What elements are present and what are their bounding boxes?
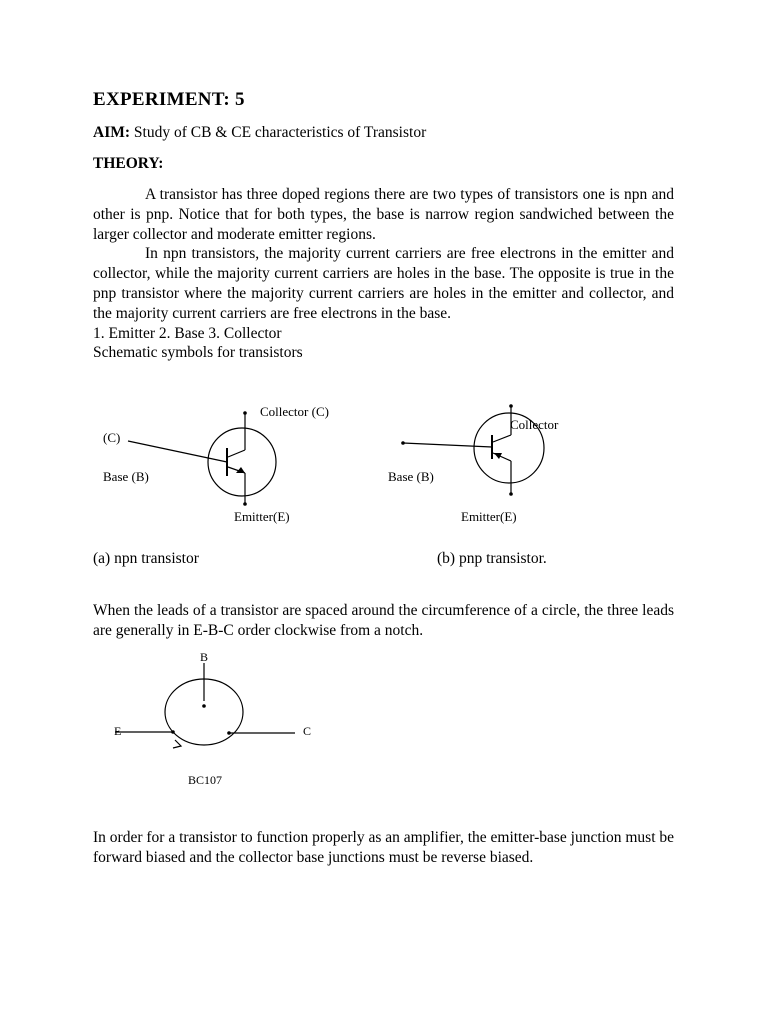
bc107-part-label: BC107	[188, 773, 223, 787]
aim-label: AIM:	[93, 124, 131, 141]
pnp-collector-arm	[493, 435, 511, 442]
schematic-heading: Schematic symbols for transistors	[93, 344, 303, 362]
npn-base-label: Base (B)	[103, 469, 149, 484]
npn-caption: (a) npn transistor	[93, 550, 199, 567]
npn-base-lead	[128, 441, 227, 462]
bc107-emitter-pin	[171, 730, 175, 734]
terminal-list: 1. Emitter 2. Base 3. Collector	[93, 324, 282, 342]
theory-paragraph-1: A transistor has three doped regions there are two types of transistors one is npn and other is pnp. Notice that for both types, the base is narrow region sandwiched between the larger collector and moderate emitter regions.	[93, 186, 674, 243]
pnp-caption: (b) pnp transistor.	[437, 550, 547, 567]
leads-paragraph: When the leads of a transistor are spaced around the circumference of a circle, the three leads are generally in E-B-C order clockwise from a notch.	[93, 602, 674, 639]
npn-emitter-dot	[243, 502, 247, 506]
npn-collector-label: Collector (C)	[260, 404, 329, 419]
pnp-emitter-dot	[509, 492, 513, 496]
bc107-diagram	[105, 645, 325, 790]
theory-paragraph-2: In npn transistors, the majority current carriers are free electrons in the emitter and collector, while the majority current carriers are holes in the base. The opposite is true in the pnp transistor where the majority current carriers are holes in the emitter and collector, and the majority current carriers are free electrons in the base.	[93, 245, 674, 322]
bc107-e-label: E	[114, 724, 122, 738]
npn-collector-dot	[243, 411, 247, 415]
pnp-base-lead	[403, 443, 492, 447]
pnp-collector-label: Collector	[510, 417, 559, 432]
aim-text: Study of CB & CE characteristics of Transistor	[130, 124, 427, 141]
pnp-emitter-label: Emitter(E)	[461, 509, 517, 524]
pnp-base-dot	[401, 441, 405, 445]
amplifier-paragraph: In order for a transistor to function properly as an amplifier, the emitter-base junction must be forward biased and the collector base junctions must be reverse biased.	[93, 829, 675, 866]
npn-c-label: (C)	[103, 430, 121, 445]
pnp-collector-dot	[509, 404, 513, 408]
npn-collector-arm	[228, 450, 245, 457]
pnp-transistor-diagram	[385, 395, 605, 530]
theory-label: THEORY:	[93, 155, 164, 172]
npn-transistor-diagram	[95, 395, 370, 530]
pnp-base-label: Base (B)	[388, 469, 434, 484]
theory-body	[93, 185, 674, 363]
aim-line	[93, 123, 426, 143]
npn-circle	[208, 428, 276, 496]
bc107-collector-pin	[227, 731, 231, 735]
experiment-title: EXPERIMENT: 5	[93, 89, 245, 110]
bc107-b-label: B	[200, 650, 209, 664]
bc107-c-label: C	[303, 724, 312, 738]
bc107-base-pin	[202, 704, 206, 708]
npn-emitter-label: Emitter(E)	[234, 509, 290, 524]
bc107-notch	[173, 740, 181, 748]
